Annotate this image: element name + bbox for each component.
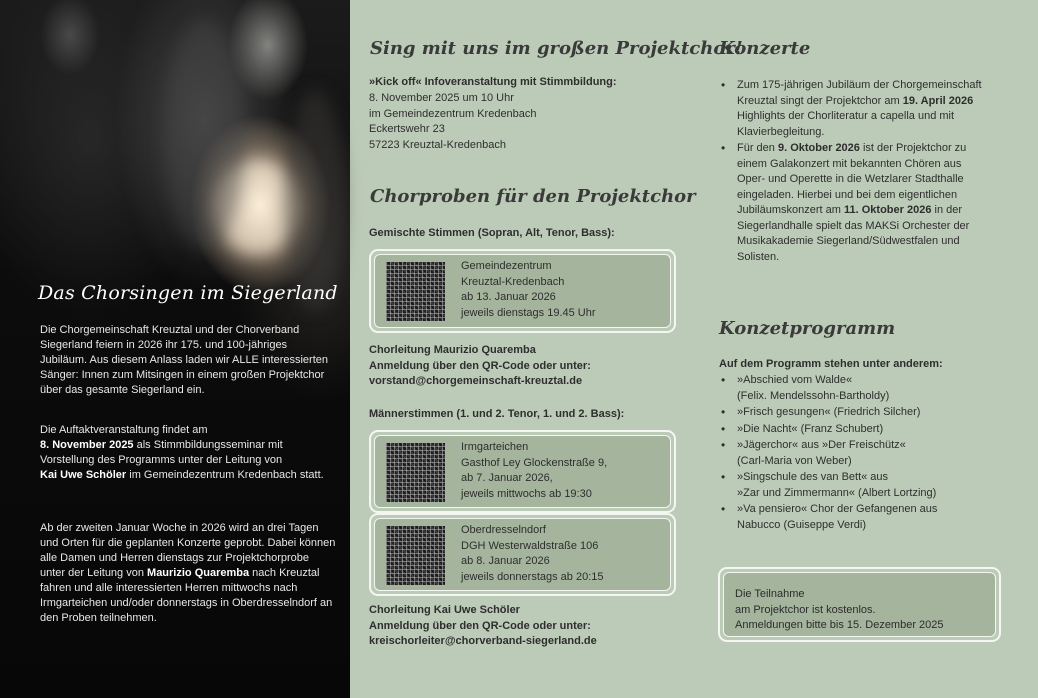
rehearsal-card-irmgarteichen: Irmgarteichen Gasthof Ley Glockenstraße 9, ab 7. Januar 2026, jeweils mittwochs ab 19:30 [369, 430, 676, 513]
men-voices-title: Männerstimmen (1. und 2. Tenor, 1. und 2. Bass): [369, 408, 625, 420]
rehearsal-leader: Maurizio Quaremba [147, 567, 250, 579]
left-heading: Das Chorsingen im Siegerland [38, 282, 338, 304]
kickoff-paragraph: Die Auftaktveranstaltung findet am 8. November 2025 als Stimmbildungsseminar mit Vorstellung des Programms unter der Leitung von Kai Uwe Schöler im Gemeindezentrum Kredenbach statt. [40, 424, 324, 481]
right-heading-1: Konzerte [719, 38, 811, 59]
kickoff-leader: Kai Uwe Schöler [40, 469, 127, 481]
qr-code[interactable] [386, 262, 445, 321]
program-title: Auf dem Programm stehen unter anderem: [719, 358, 943, 370]
leader2-block: Chorleitung Kai Uwe Schöler Anmeldung über den QR-Code oder unter: kreischorleiter@chorverband-siegerland.de [369, 603, 597, 650]
right-heading-2: Konzetprogramm [719, 318, 896, 339]
email-chorgemeinschaft[interactable]: vorstand@chorgemeinschaft-kreuztal.de [369, 375, 583, 387]
list-item: • Für den 9. Oktober 2026 ist der Projektchor zu einem Galakonzert mit bekannten Chören aus Oper- und Operette in die Wetzlarer Stadthalle eingeladen. Hierbei und bei dem eigentlichen Jubiläumskonzert am 11. Oktober 2026 in der Siegerlandhalle spielt das MAKSi Orchester der Musikakademie Siegerland/Südwestfalen und Solisten. [719, 141, 991, 265]
participation-note: Die Teilnahme am Projektchor ist kostenlos. Anmeldungen bitte bis 15. Dezember 2025 [718, 567, 1001, 642]
singer-silhouette [165, 20, 245, 250]
list-item: • Zum 175-jährigen Jubiläum der Chorgemeinschaft Kreuztal singt der Projektchor am 19. April 2026 Highlights der Chorliteratur a capella und mit Klavierbegleitung. [719, 78, 991, 140]
rehearsal-card-oberdresselndorf: Oberdresselndorf DGH Westerwaldstraße 106 ab 8. Januar 2026 jeweils donnerstags ab 20:15 [369, 513, 676, 596]
email-chorverband[interactable]: kreischorleiter@chorverband-siegerland.de [369, 635, 597, 647]
rehearsal-card-kredenbach: Gemeindezentrum Kreuztal-Kredenbach ab 13. Januar 2026 jeweils dienstags 19.45 Uhr [369, 249, 676, 333]
concert-list [719, 78, 991, 266]
qr-code[interactable] [386, 526, 445, 585]
rehearsal-paragraph: Ab der zweiten Januar Woche in 2026 wird an drei Tagen und Orten für die geplanten Konzerte geprobt. Dabei können alle Damen und Herren dienstags zur Projektchorprobe unter der Leitung von Maurizio Quaremba nach Kreuztal fahren und alle interessierten Herren mittwochs nach Irmgarteichen und/oder donnerstags in Oberdresselndorf an den Proben teilnehmen. [40, 522, 336, 624]
qr-code[interactable] [386, 443, 445, 502]
photo-panel [0, 0, 350, 698]
leader1-block: Chorleitung Maurizio Quaremba Anmeldung über den QR-Code oder unter: vorstand@chorgemeinschaft-kreuztal.de [369, 343, 591, 390]
intro-paragraph: Die Chorgemeinschaft Kreuztal und der Chorverband Siegerland feiern in 2026 ihr 175. und 100-jähriges Jubiläum. Aus diesem Anlass laden wir ALLE interessierten Sänger: Innen zum Mitsingen in einem großen Projektchor über das gesamte Siegerland ein. [40, 324, 328, 396]
list-item: • »Jägerchor« aus »Der Freischütz« (Carl-Maria von Weber) [719, 438, 999, 469]
kickoff-details: 8. November 2025 um 10 Uhr im Gemeindezentrum Kredenbach Eckertswehr 23 57223 Kreuztal-Kredenbach [369, 92, 537, 151]
program-list [719, 373, 999, 534]
middle-heading-1: Sing mit uns im großen Projektchor! [370, 38, 743, 59]
list-item: • »Abschied vom Walde« (Felix. Mendelssohn-Bartholdy) [719, 373, 999, 404]
middle-heading-2: Chorproben für den Projektchor [370, 186, 696, 207]
mixed-voices-title: Gemischte Stimmen (Sopran, Alt, Tenor, Bass): [369, 227, 615, 239]
kickoff-title: »Kick off« Infoveranstaltung mit Stimmbildung: [369, 76, 617, 88]
list-item: • »Singschule des van Bett« aus »Zar und Zimmermann« (Albert Lortzing) [719, 470, 999, 501]
list-item: • »Die Nacht« (Franz Schubert) [719, 422, 999, 438]
list-item: • »Va pensiero« Chor der Gefangenen aus Nabucco (Guiseppe Verdi) [719, 502, 999, 533]
kickoff-date: 8. November 2025 [40, 439, 134, 451]
singer-silhouette-right [285, 90, 345, 310]
list-item: • »Frisch gesungen« (Friedrich Silcher) [719, 405, 999, 421]
